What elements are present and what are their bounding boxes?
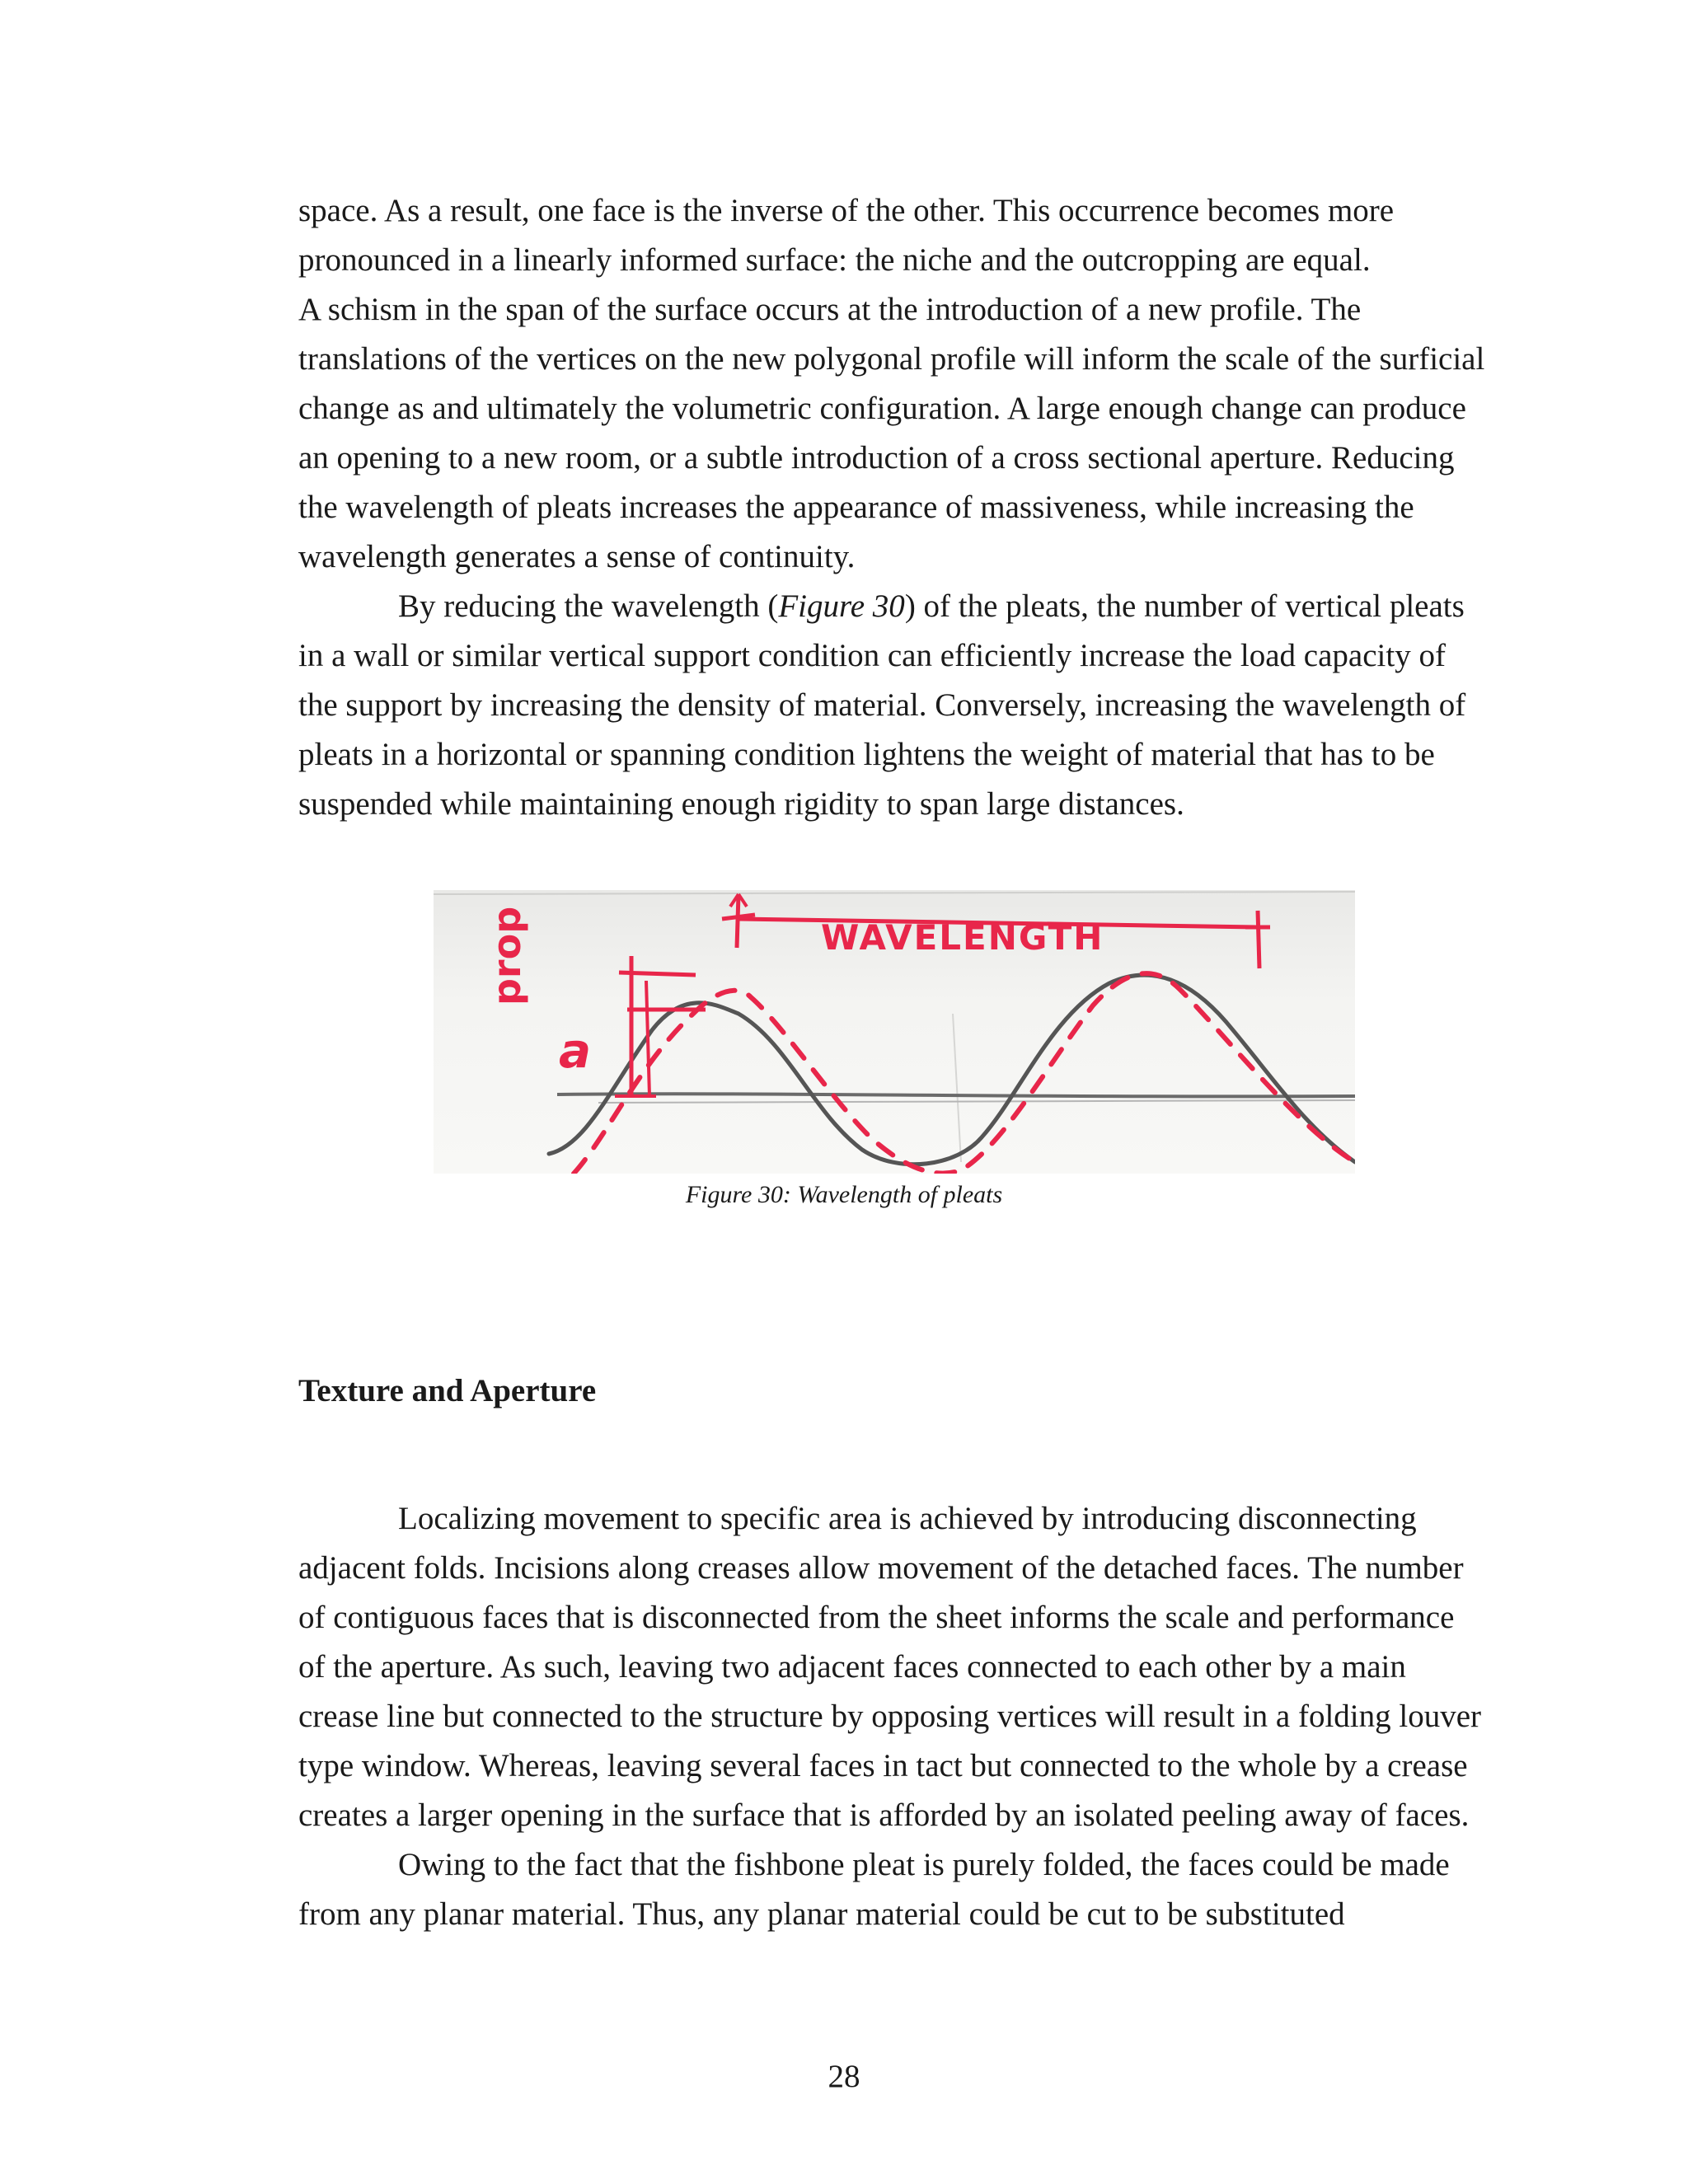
- sketch-drawing: [434, 890, 1355, 1174]
- figure-caption: Figure 30: Wavelength of pleats: [685, 1181, 1003, 1208]
- paragraph: [298, 582, 1485, 829]
- wavelength-tick: [1258, 911, 1259, 968]
- sketch-label-a: a: [559, 1023, 592, 1079]
- pencil-wave: [549, 975, 1355, 1165]
- page-number: 28: [828, 2059, 860, 2094]
- sketch-label-prop: prop: [485, 906, 529, 1005]
- pencil-axis-line: [598, 1100, 1355, 1103]
- figure-wavelength-sketch: [434, 890, 1355, 1174]
- sketch-label-wavelength: WAVELENGTH: [821, 917, 1104, 958]
- paragraph: Localizing movement to specific area is achieved by introducing disconnecting adjacent folds. Incisions along creases allow movement of the detached faces. The number of contiguous faces that is disconnected from the sheet informs the scale and performance of the aperture. As such, leaving two adjacent faces connected to each other by a main crease line but connected to the structure by opposing vertices will result in a folding louver type window. Whereas, leaving several faces in tact but connected to the whole by a crease creates a larger opening in the surface that is afforded by an isolated peeling away of faces.: [298, 1501, 1482, 1833]
- section-heading: Texture and Aperture: [298, 1373, 597, 1408]
- pencil-axis-line: [557, 1094, 1355, 1096]
- pencil-guide-line: [434, 892, 1355, 894]
- pencil-guide-line: [953, 1014, 961, 1162]
- body-text-bottom: [298, 1494, 1485, 1939]
- paragraph: Owing to the fact that the fishbone pleat is purely folded, the faces could be made from any planar material. Thus, any planar material could be cut to be substituted: [298, 1847, 1450, 1932]
- paragraph: space. As a result, one face is the inverse of the other. This occurrence becomes more pronounced in a linearly informed surface: the niche and the outcropping are equal.: [298, 193, 1395, 278]
- body-text-top: [298, 186, 1485, 829]
- paragraph: A schism in the span of the surface occurs at the introduction of a new profile. The translations of the vertices on the new polygonal profile will inform the scale of the surficial change as and ultimately the volumetric configuration. A large enough change can produce an opening to a new room, or a subtle introduction of a cross sectional aperture. Reducing the wavelength of pleats increases the appearance of massiveness, while increasing the wavelength generates a sense of continuity.: [298, 292, 1485, 574]
- amplitude-dimension-line: [646, 981, 649, 1096]
- wavelength-tick: [737, 894, 738, 948]
- paragraph-text: ) of the pleats, the number of vertical pleats in a wall or similar vertical support condition can efficiently increase the load capacity of the support by increasing the density of material. Conversely, increasing the wavelength of pleats in a horizontal or spanning condition lightens the weight of material that has to be suspended while maintaining enough rigidity to span large distances.: [298, 588, 1466, 822]
- figure-reference: Figure 30: [778, 588, 905, 624]
- paragraph-text: By reducing the wavelength (: [398, 588, 779, 624]
